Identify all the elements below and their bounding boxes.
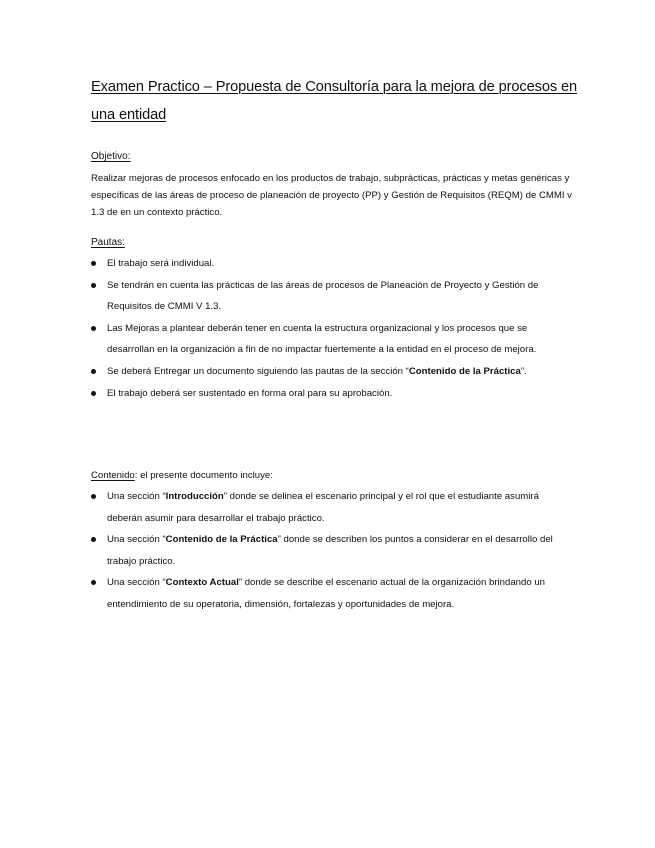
bullet-icon — [91, 369, 96, 374]
guideline-text: Se tendrán en cuenta las prácticas de las áreas de procesos de Planeación de Proyecto y Gestión de Requisitos de CMMI V 1.3. — [107, 279, 539, 313]
guideline-item — [91, 318, 561, 361]
objective-heading: Objetivo: — [91, 151, 131, 162]
content-intro-line — [91, 467, 573, 484]
content-text-pre: Una sección “ — [107, 577, 166, 589]
content-text-post: ” donde se describe el escenario actual de la organización brindando un entendimiento de su operatoria, dimensión, fortalezas y oportunidades de mejora. — [107, 577, 545, 610]
bullet-icon — [91, 283, 96, 288]
bullet-icon — [91, 391, 96, 396]
content-text-bold: Contexto Actual — [165, 577, 239, 589]
bullet-icon — [91, 261, 96, 266]
guideline-text-bold: Contenido de la Práctica — [408, 365, 521, 377]
content-item — [91, 529, 561, 572]
content-text-post: ” donde se delinea el escenario principal y el rol que el estudiante asumirá deberán asumir para desarrollar el trabajo práctico. — [107, 491, 539, 524]
content-heading: Contenido — [91, 470, 135, 481]
content-text-pre: Una sección “ — [107, 491, 166, 502]
bullet-icon — [91, 537, 96, 542]
content-text-pre: Una sección “ — [107, 534, 166, 546]
content-list — [91, 486, 561, 616]
guidelines-heading: Pautas: — [91, 237, 125, 248]
guideline-item — [91, 275, 561, 318]
content-item — [91, 486, 561, 529]
document-title: Examen Practico – Propuesta de Consultoría para la mejora de procesos en una entidad — [91, 79, 578, 123]
bullet-icon — [91, 494, 96, 499]
bullet-icon — [91, 580, 96, 585]
guideline-item — [91, 253, 561, 275]
guideline-text: El trabajo será individual. — [107, 258, 215, 269]
guideline-item — [91, 383, 561, 405]
guideline-item — [91, 361, 561, 383]
bullet-icon — [91, 326, 96, 331]
guideline-text-pre: Se deberá Entregar un documento siguiendo las pautas de la sección “ — [107, 365, 409, 377]
guidelines-list — [91, 253, 561, 404]
content-text-post: ” donde se describen los puntos a considerar en el desarrollo del trabajo práctico. — [107, 534, 553, 567]
guideline-text: Las Mejoras a plantear deberán tener en cuenta la estructura organizacional y los procesos que se desarrollan en la organización a fin de no impactar fuertemente a la entidad en el proceso de mejora. — [107, 322, 537, 356]
content-text-bold: Introducción — [165, 491, 224, 502]
guideline-text-post: ”. — [520, 365, 527, 377]
content-text-bold: Contenido de la Práctica — [165, 534, 278, 546]
guideline-text: El trabajo deberá ser sustentado en forma oral para su aprobación. — [107, 387, 393, 399]
content-item — [91, 572, 561, 615]
objective-text: Realizar mejoras de procesos enfocado en los productos de trabajo, subprácticas, prácticas y metas genéricas y específicas de las áreas de proceso de planeación de proyecto (PP) y Gestión de Requisitos (REQM) de CMMI v 1.3 de en un contexto práctico. — [91, 173, 572, 218]
content-intro: : el presente documento incluye: — [134, 470, 273, 481]
